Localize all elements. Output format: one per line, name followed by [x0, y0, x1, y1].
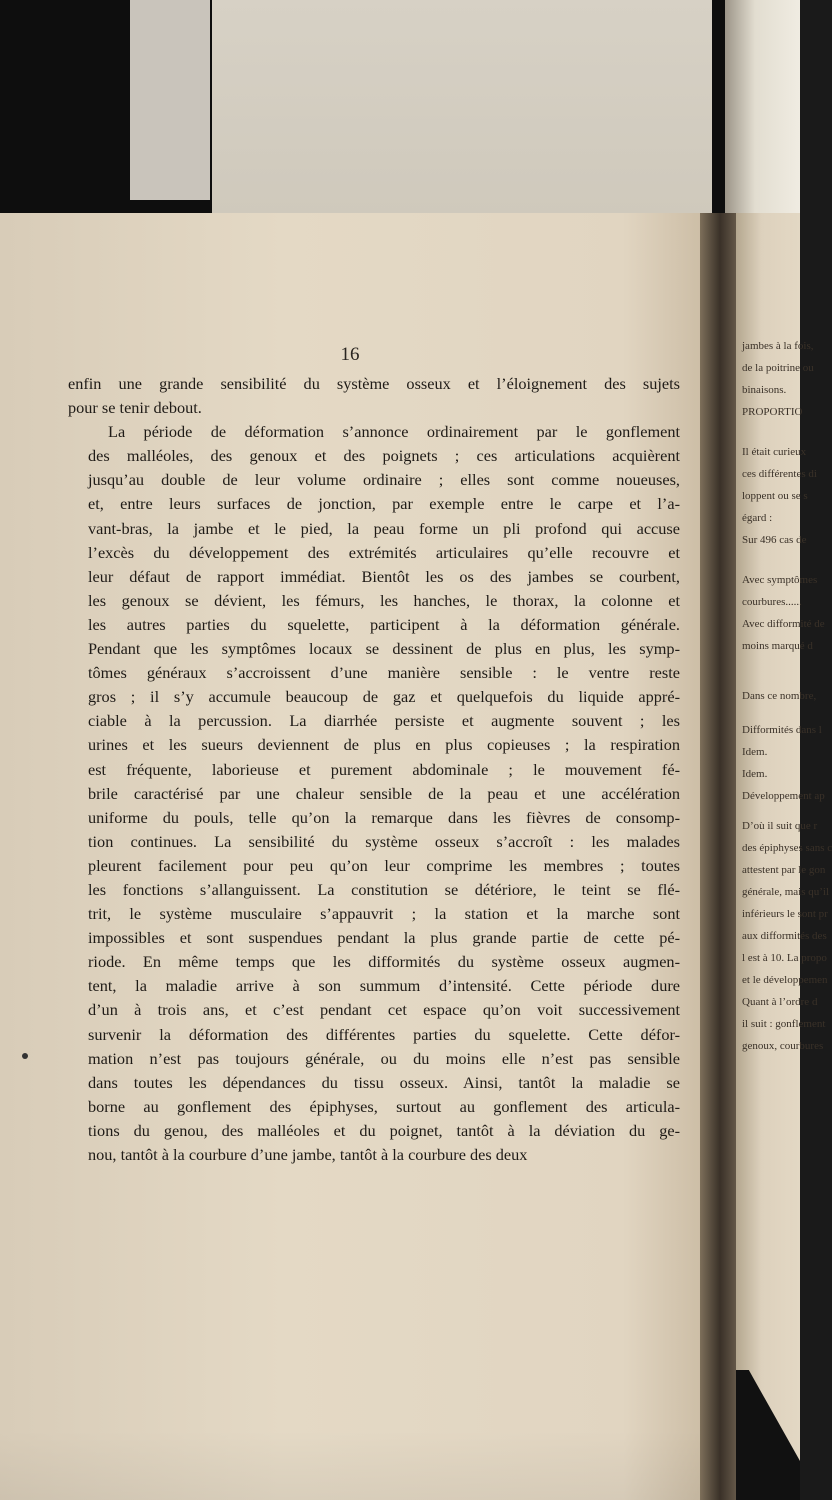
facing-page-fragment: générale, mais qu’il	[742, 886, 830, 898]
page-shadow	[0, 1430, 708, 1500]
text-line: est fréquente, laborieuse et purement abdominale ; le mouvement fé-	[88, 759, 680, 779]
previous-page-edge	[130, 0, 210, 200]
text-line: tent, la maladie arrive à son summum d’intensité. Cette période dure	[88, 976, 680, 996]
facing-page-fragment: Quant à l’ordre d	[742, 996, 818, 1008]
text-line: tions du genou, des malléoles et du poignet, tantôt à la déviation du ge-	[88, 1120, 680, 1140]
text-line: survenir la déformation des différentes parties du squelette. Cette défor-	[88, 1024, 680, 1044]
facing-page-fragment: Développement ap	[742, 790, 825, 802]
text-line: dans toutes les dépendances du tissu osseux. Ainsi, tantôt la maladie se	[88, 1072, 680, 1092]
page-number: 16	[340, 344, 360, 365]
facing-page-fragment: inférieurs le sont pr	[742, 908, 828, 920]
text-line: vant-bras, la jambe et le pied, la peau forme un pli profond qui accuse	[88, 518, 680, 538]
text-line: gros ; il s’y accumule beaucoup de gaz et quelquefois du liquide appré-	[88, 687, 680, 707]
facing-page-fragment: D’où il suit que r	[742, 820, 818, 832]
facing-page-fragment: jambes à la fois,	[742, 340, 814, 352]
facing-page-fragment: de la poitrine ou	[742, 362, 814, 374]
text-line: les fonctions s’allanguissent. La constitution se détériore, le teint se flé-	[88, 879, 680, 899]
text-line: tion continues. La sensibilité du système osseux s’accroît : les malades	[88, 831, 680, 851]
text-line: leur défaut de rapport immédiat. Bientôt les os des jambes se courbent,	[88, 566, 680, 586]
facing-page-fragment: Il était curieux	[742, 446, 807, 458]
scan-mark	[22, 1053, 28, 1059]
text-line: Pendant que les symptômes locaux se dessinent de plus en plus, les symp-	[88, 639, 680, 659]
facing-page-fragment: courbures......	[742, 596, 802, 608]
paragraph	[68, 420, 680, 1167]
text-line: pour se tenir debout.	[68, 398, 202, 418]
facing-page-text	[742, 340, 832, 1062]
facing-page-fragment: aux difformités des	[742, 930, 827, 942]
text-line: riode. En même temps que les difformités du système osseux augmen-	[88, 952, 680, 972]
facing-page-fragment: Avec difformité de	[742, 618, 825, 630]
text-line: uniforme du pouls, telle qu’on la remarque dans les fièvres de consomp-	[88, 807, 680, 827]
facing-page-fragment: des épiphyses sans c	[742, 842, 832, 854]
facing-page-fragment: loppent ou se s	[742, 490, 808, 502]
facing-page-fragment: Dans ce nombre,	[742, 690, 817, 702]
text-line: des malléoles, des genoux et des poignets ; ces articulations acquièrent	[88, 446, 680, 466]
facing-page-fragment: Idem.	[742, 746, 768, 758]
facing-page-fragment: l est à 10. La propo	[742, 952, 827, 964]
facing-page-fragment: PROPORTIO	[742, 406, 803, 418]
facing-page-fragment: et le développemen	[742, 974, 828, 986]
text-line: l’excès du développement des extrémités articulaires qu’elle recouvre et	[88, 542, 680, 562]
facing-page-fragment: attestent par le gon	[742, 864, 826, 876]
text-line: borne au gonflement des épiphyses, surtout au gonflement des articula-	[88, 1096, 680, 1116]
facing-page-fragment: binaisons.	[742, 384, 787, 396]
text-line: enfin une grande sensibilité du système osseux et l’éloignement des sujets	[68, 374, 680, 393]
underlying-page	[212, 0, 712, 215]
text-line: La période de déformation s’annonce ordinairement par le gonflement	[108, 422, 680, 442]
text-line: jusqu’au double de leur volume ordinaire ; elles sont comme noueuses,	[88, 470, 680, 490]
text-line: ciable à la percussion. La diarrhée persiste et augmente souvent ; les	[88, 711, 680, 731]
text-line: les genoux se dévient, les fémurs, les hanches, le thorax, la colonne et	[88, 590, 680, 610]
text-line: brile caractérisé par une chaleur sensible de la peau et une accélération	[88, 783, 680, 803]
facing-page-fragment: Avec symptômes	[742, 574, 818, 586]
text-line: trit, le système musculaire s’appauvrit ; la station et la marche sont	[88, 904, 680, 924]
text-line: impossibles et sont suspendues pendant la plus grande partie de cette pé-	[88, 928, 680, 948]
facing-page-fragment: il suit : gonflement	[742, 1018, 826, 1030]
facing-page-fragment: Idem.	[742, 768, 768, 780]
facing-page-fragment: ces différentes di	[742, 468, 817, 480]
scan-top-background	[0, 0, 800, 215]
facing-page-fragment: égard :	[742, 512, 773, 524]
text-line: d’un à trois ans, et c’est pendant cet espace qu’on voit successivement	[88, 1000, 680, 1020]
book-gutter	[700, 213, 740, 1500]
paragraph	[68, 372, 680, 420]
facing-page-fragment: Difformités dans l	[742, 724, 822, 736]
text-line: et, entre leurs surfaces de jonction, par exemple entre le carpe et l’a-	[88, 494, 680, 514]
facing-page-fragment: genoux, courbures	[742, 1040, 824, 1052]
text-line: pleurent facilement pour peu qu’on leur comprime les membres ; toutes	[88, 855, 680, 875]
body-text	[68, 372, 680, 1167]
facing-page-fragment: moins marqué d	[742, 640, 813, 652]
text-line: tômes généraux s’accroissent d’une manière sensible : le ventre reste	[88, 663, 680, 683]
text-line: urines et les sueurs deviennent de plus en plus copieuses ; la respiration	[88, 735, 680, 755]
book-spine	[725, 0, 800, 215]
facing-page-fragment: Sur 496 cas de	[742, 534, 807, 546]
text-line: les autres parties du squelette, participent à la déformation générale.	[88, 614, 680, 634]
text-line: nou, tantôt à la courbure d’une jambe, tantôt à la courbure des deux	[88, 1145, 528, 1164]
text-line: mation n’est pas toujours générale, ou du moins elle n’est pas sensible	[88, 1048, 680, 1068]
